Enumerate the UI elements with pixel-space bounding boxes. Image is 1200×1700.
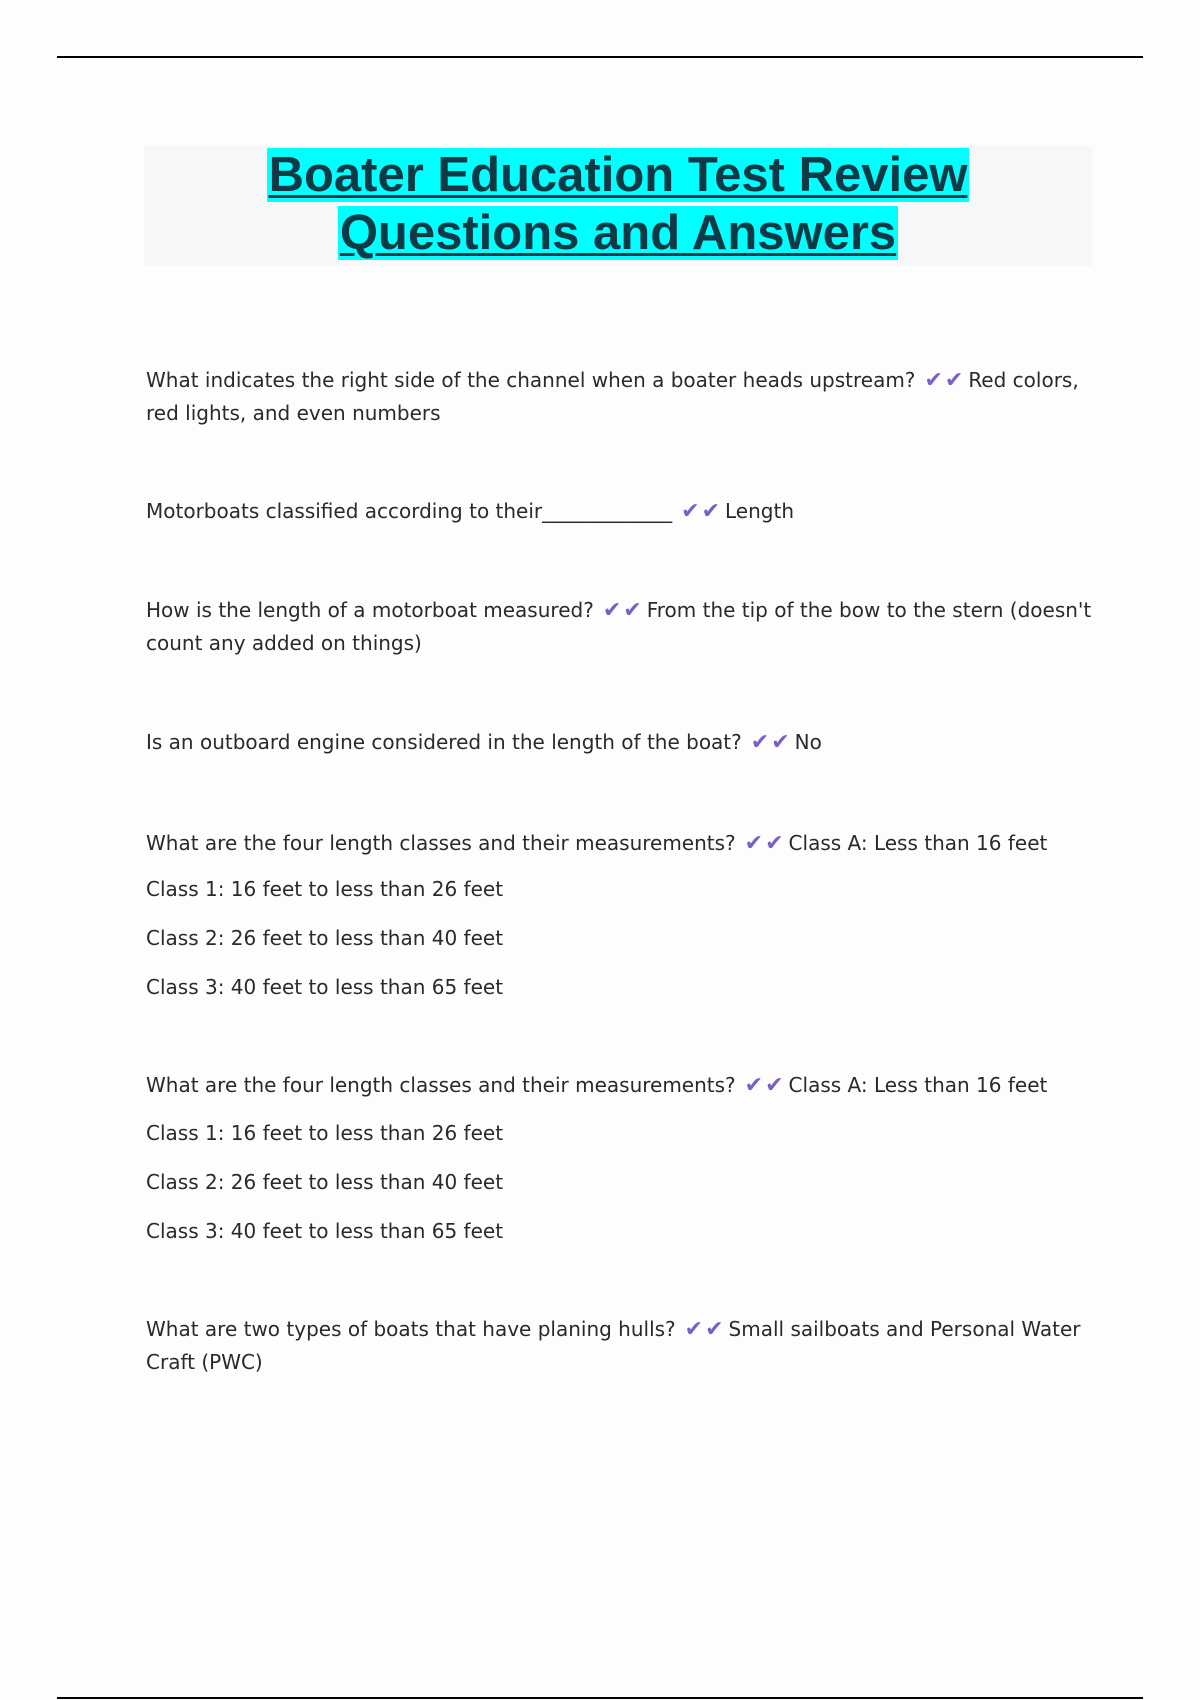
title-block [144,146,1092,266]
qa-item-4 [146,726,1106,759]
question-text: Motorboats classified according to their_____________ [146,499,673,523]
question-text: What are the four length classes and their measurements? [146,831,736,855]
check-icon: ✔ [602,598,622,623]
qa-item-6 [146,1069,1106,1102]
check-icon: ✔ [924,368,943,393]
document-title-line-2: Questions and Answers [339,206,897,260]
class-line: Class 3: 40 feet to less than 65 feet [146,1219,504,1243]
question-text: What are two types of boats that have planing hulls? [146,1317,676,1341]
answer-text: Class A: Less than 16 feet [788,831,1048,855]
check-icon: ✔ [681,499,700,524]
answer-text: From the tip of the bow to the stern (doesn't count any added on things) [146,598,1092,655]
check-icon: ✔ [744,1073,764,1098]
qa-item-1 [146,364,1106,429]
check-icon: ✔ [750,730,770,755]
class-line: Class 1: 16 feet to less than 26 feet [146,877,504,901]
check-icon: ✔ [705,1317,724,1342]
check-icon: ✔ [765,1073,784,1098]
question-text: Is an outboard engine considered in the length of the boat? [146,730,742,754]
check-icon: ✔ [944,368,964,393]
check-icon: ✔ [684,1317,704,1342]
top-rule [57,56,1143,58]
bottom-rule [57,1697,1143,1699]
question-text: What are the four length classes and their measurements? [146,1073,736,1097]
answer-text: Red colors, red lights, and even numbers [146,368,1079,425]
qa-item-3 [146,594,1106,659]
answer-text: Class A: Less than 16 feet [788,1073,1048,1097]
qa-item-7 [146,1313,1106,1378]
question-text: What indicates the right side of the channel when a boater heads upstream? [146,368,916,392]
class-line: Class 2: 26 feet to less than 40 feet [146,1170,504,1194]
class-line: Class 2: 26 feet to less than 40 feet [146,926,504,950]
qa-item-2 [146,495,1106,528]
check-icon: ✔ [744,831,764,856]
class-line: Class 3: 40 feet to less than 65 feet [146,975,504,999]
question-text: How is the length of a motorboat measured? [146,598,594,622]
answer-text: Length [725,499,794,523]
check-icon: ✔ [623,598,642,623]
check-icon: ✔ [701,499,721,524]
answer-text: Small sailboats and Personal Water Craft (PWC) [146,1317,1081,1374]
class-line: Class 1: 16 feet to less than 26 feet [146,1121,504,1145]
check-icon: ✔ [765,831,784,856]
answer-text: No [794,730,822,754]
check-icon: ✔ [771,730,790,755]
document-title-line-1: Boater Education Test Review [268,148,968,202]
qa-item-5 [146,827,1106,860]
